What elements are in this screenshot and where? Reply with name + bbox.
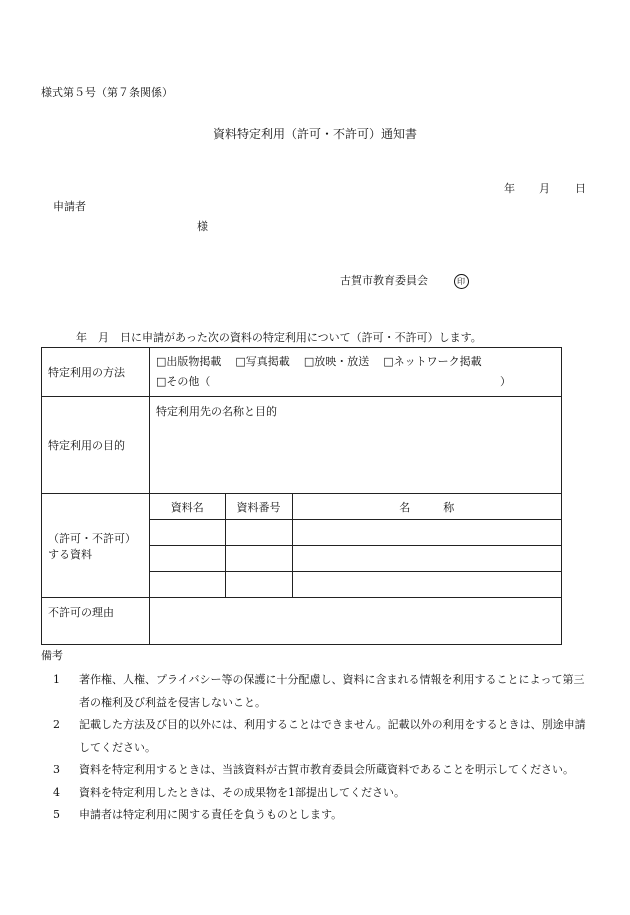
purpose-row [42, 397, 562, 494]
purpose-field[interactable] [150, 397, 562, 494]
list-item [53, 804, 589, 827]
note-text: 申請者は特定利用に関する責任を負うものとします。 [79, 808, 343, 821]
materials-label [42, 494, 150, 598]
note-text: 著作権、人権、プライバシー等の保護に十分配慮し、資料に含まれる情報を利用することによって第三者の権利及び利益を侵害しないこと。 [79, 673, 585, 709]
date-month: 月 [539, 182, 550, 195]
notification-table [41, 347, 562, 645]
method-option-publication[interactable]: □出版物掲載 [156, 355, 222, 368]
document-title: 資料特定利用（許可・不許可）通知書 [212, 127, 417, 141]
note-number: 4 [53, 785, 60, 799]
material-number-cell[interactable] [225, 546, 292, 572]
notes-section [41, 647, 589, 827]
note-number: 2 [53, 718, 60, 731]
material-name-cell[interactable] [150, 572, 225, 598]
method-option-network[interactable]: □ネットワーク掲載 [383, 355, 482, 368]
note-text: 資料を特定利用するときは、当該資料が古賀市教育委員会所蔵資料であることを明示してください。 [79, 763, 574, 776]
list-item [53, 759, 589, 782]
table-row [150, 520, 561, 546]
materials-label-line2: する資料 [48, 547, 92, 561]
method-other-close: ） [500, 375, 511, 388]
material-number-cell[interactable] [225, 572, 292, 598]
materials-label-line1: （許可・不許可） [48, 531, 136, 545]
applicant-label: 申請者 [53, 200, 86, 213]
method-cell [150, 348, 562, 397]
materials-row [42, 494, 562, 598]
material-title-cell[interactable] [292, 546, 561, 572]
method-option-other[interactable] [156, 372, 511, 392]
list-item [53, 669, 589, 714]
method-other-open: □その他（ [156, 375, 211, 388]
table-row [150, 572, 561, 598]
list-item [53, 714, 589, 759]
material-title-cell[interactable] [292, 572, 561, 598]
rejection-field[interactable] [150, 598, 562, 645]
header-title: 名 称 [292, 494, 561, 520]
material-title-cell[interactable] [292, 520, 561, 546]
material-name-cell[interactable] [150, 546, 225, 572]
method-option-broadcast[interactable]: □放映・放送 [303, 355, 370, 368]
note-number: 5 [53, 808, 60, 821]
header-material-name: 資料名 [150, 494, 225, 520]
purpose-label: 特定利用の目的 [42, 397, 150, 494]
note-text: 資料を特定利用したときは、その成果物を1部提出してください。 [79, 785, 405, 799]
method-option-photo[interactable]: □写真掲載 [235, 355, 290, 368]
material-number-cell[interactable] [225, 520, 292, 546]
issuer-name: 古賀市教育委員会 [340, 274, 428, 287]
table-row [150, 546, 561, 572]
seal-mark: 印 [454, 274, 469, 289]
purpose-hint: 特定利用先の名称と目的 [156, 405, 277, 418]
materials-table [150, 494, 561, 597]
materials-header-row [150, 494, 561, 520]
material-name-cell[interactable] [150, 520, 225, 546]
intro-sentence: 年 月 日に申請があった次の資料の特定利用について（許可・不許可）します。 [76, 331, 482, 344]
date-year: 年 [504, 182, 515, 195]
rejection-row [42, 598, 562, 645]
list-item [53, 782, 589, 805]
note-number: 3 [53, 763, 60, 776]
note-text: 記載した方法及び目的以外には、利用することはできません。記載以外の利用をするときは、別途申請してください。 [79, 718, 586, 754]
method-label: 特定利用の方法 [42, 348, 150, 397]
rejection-label: 不許可の理由 [42, 598, 150, 645]
date-day: 日 [575, 182, 586, 195]
note-number: 1 [53, 673, 60, 686]
materials-cell [150, 494, 562, 598]
form-number: 様式第５号（第７条関係） [41, 86, 173, 99]
notes-heading: 備考 [41, 649, 63, 662]
header-material-number: 資料番号 [225, 494, 292, 520]
method-row [42, 348, 562, 397]
honorific: 様 [197, 220, 208, 233]
issuer [340, 272, 469, 289]
